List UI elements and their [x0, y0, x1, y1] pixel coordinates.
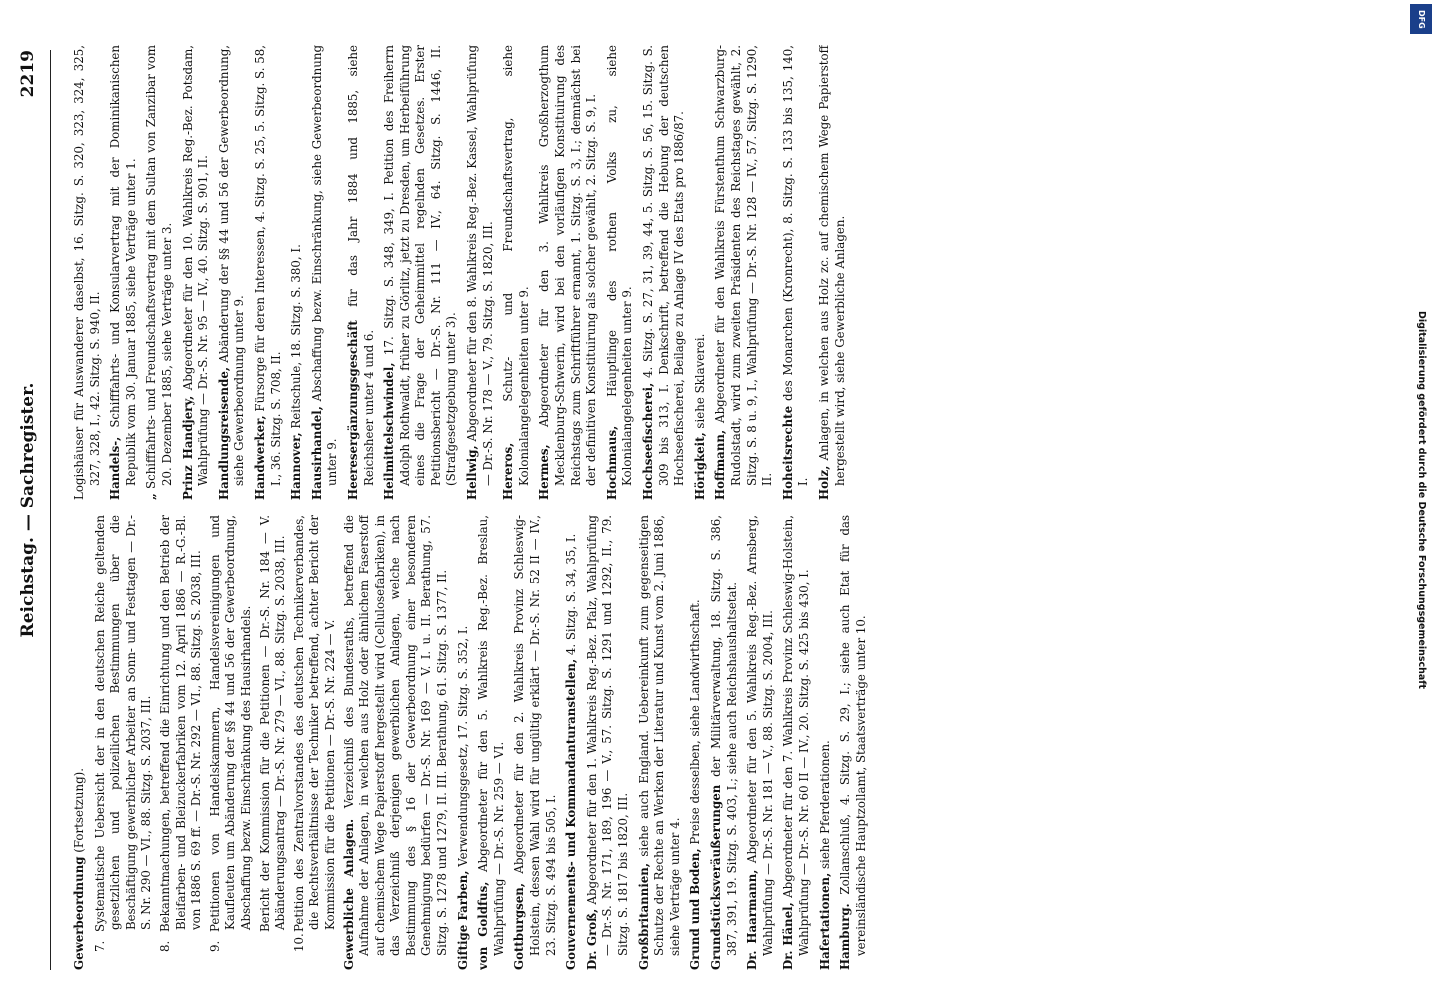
register-entry [501, 45, 532, 500]
entry-text: Logishäuser für Auswanderer daselbst, 16. Sitzg. S. 320, 323, 324, 325, 327, 328, I., 42. Sitzg. S. 940, II. [72, 45, 102, 500]
entry-headword: Gottburgsen, [512, 883, 527, 970]
register-entry [781, 45, 812, 500]
register-entry [72, 45, 103, 500]
entry-headword: Gewerbeordnung [72, 856, 86, 970]
entry-headword: Heilmittelschwindel, [382, 362, 397, 500]
subentry-number: 9. [207, 940, 222, 952]
register-entry [745, 515, 776, 970]
dfg-logo-icon: DFG [1410, 4, 1432, 34]
running-title: Reichstag. — Sachregister. [18, 382, 38, 638]
register-entry [310, 45, 341, 500]
entry-text: 4. Sitzg. S. 27, 31, 39, 44, 5. Sitzg. S. 56, 15. Sitzg. S. 309 bis 313, I. Denkschrift, betreffend die Hebung der deutschen Hochseefischerei, Beilage zu Anlage IV des Etats pro 1886/87. [641, 45, 687, 486]
register-entry [253, 45, 284, 500]
entry-headword: Hochmaus, [604, 425, 619, 500]
subentry-number: 10. [291, 933, 306, 952]
register-entry [346, 45, 377, 500]
entry-headword: Handlungsreisende, [216, 367, 231, 500]
page-header [10, 50, 51, 970]
register-entry [108, 45, 139, 500]
register-entry [476, 515, 507, 970]
entry-text: Schifffahrts- und Freundschaftsvertrag mit dem Sultan von Zanzibar vom 20. Dezember 1885, siehe Verträge unter 3. [144, 45, 174, 489]
register-entry [456, 515, 472, 970]
entry-headword: Hörigkeit, [692, 432, 707, 500]
register-entry [512, 515, 559, 970]
entry-headword: Hafertationen, [817, 872, 832, 970]
entry-text: des Monarchen (Kronrecht), 8. Sitzg. S. 133 bis 135, 140, I. [780, 45, 811, 486]
entry-text: (Fortsetzung). [72, 768, 86, 853]
register-entry [781, 515, 812, 970]
register-entry [818, 515, 834, 970]
entry-text: Verwendungsgesetz, 17. Sitzg. S. 352, I. [455, 625, 470, 867]
entry-headword: Hellwig, [465, 445, 480, 500]
entry-headword: Großbritannien, [636, 863, 651, 970]
entry-headword: Gewerbliche Anlagen. [341, 818, 356, 970]
entry-text: Reitschule, 18. Sitzg. S. 380, I. [289, 244, 304, 429]
entry-text: Fürsorge für deren Interessen, 4. Sitzg. S. 25, 5. Sitzg. S. 58, I., 36. Sitzg. S. 708, II. [252, 45, 283, 486]
register-subentry [258, 515, 289, 952]
register-entry [564, 515, 580, 970]
entry-headword: Dr. Hänel, [781, 902, 796, 970]
register-entry [181, 45, 212, 500]
entry-text: siehe Sklaverei. [692, 333, 707, 429]
entry-headword: Hannover, [289, 432, 304, 500]
entry-text: Abgeordneter für den 5. Wahlkreis Reg.-Bez. Arnsberg, Wahlprüfung — Dr.-S. Nr. 181 — V., 88. Sitzg. S. 2004, III. [745, 515, 775, 956]
register-entry [709, 515, 740, 970]
register-entry [537, 45, 599, 500]
register-entry [342, 515, 451, 970]
entry-headword: Handwerker, [252, 415, 267, 500]
register-entry [72, 515, 88, 970]
entry-text: Bekanntmachungen, betreffend die Einrichtung und den Betrieb der Bleifarben- und Bleizuckerfabriken vom 12. April 1886 — R.-G.-Bl. von 1886 S. 69 ff. — Dr.-S. Nr. 292 — VI., 88. Sitzg. S. 2038, III. [157, 515, 204, 932]
entry-text: Abänderung der §§ 44 und 56 der Gewerbeordnung, siehe Gewerbeordnung unter 9. [216, 45, 247, 486]
register-entry [713, 45, 775, 500]
entry-text: Abgeordneter für den 8. Wahlkreis Reg.-Bez. Kassel, Wahlprüfung — Dr.-S. Nr. 178 — V., 79. Sitzg. S. 1820, III. [465, 45, 495, 486]
register-entry [641, 45, 688, 500]
entry-text: Abgeordneter für den 2. Wahlkreis Provinz Schleswig-Holstein, dessen Wahl wird für ungültig erklärt — Dr.-S. Nr. 52 II — IV., 23. Sitzg. S. 494 bis 505, I. [512, 515, 558, 956]
register-subentry [292, 515, 339, 952]
entry-text: Petitionen von Handelskammern, Handelsvereinigungen und Kaufleuten um Abänderung der §§ 44 und 56 der Gewerbeordnung, Abschaffung bezw. Einschränkung des Hausirhandels. [207, 515, 253, 932]
register-subentry [208, 515, 255, 952]
entry-text: Schifffahrts- und Konsularvertrag mit der Dominikanischen Republik vom 30. Januar 1885, siehe Verträge unter 1. [108, 45, 138, 486]
entry-text: Verzeichniß des Bundesraths, betreffend die Aufnahme der Anlagen, in welchen aus Holz oder ähnlichem Faserstoff auf chemischem Wege Papierstoff hergestellt wird (Cellulosefabriken), in das Verzeichniß derjenigen gewerblichen Anlagen, welche nach Bestimmung des § 16 der Gewerbeordnung einer besonderen Genehmigung bedürfen — Dr.-S. Nr. 169 — V. I. u. II. Berathung, 57. Sitzg. S. 1278 und 1279, II. III. Berathung, 61. Sitzg. S. 1377, II. [341, 515, 450, 956]
entry-headword: Hereros, [501, 442, 516, 500]
entry-headword: „ [144, 493, 159, 500]
entry-headword: von Goldfus, [476, 881, 491, 970]
entry-text: für das Jahr 1884 und 1885, siehe Reichsheer unter 4 und 6. [345, 45, 376, 486]
entry-headword: Heeresergänzungsgeschäft [345, 320, 360, 500]
register-entry [465, 45, 496, 500]
right-column [72, 45, 1412, 500]
left-column [72, 515, 1412, 970]
subentry-number: 7. [92, 940, 107, 952]
entry-headword: Hoheitsrechte [780, 405, 795, 500]
register-entry [817, 45, 848, 500]
entry-headword: Dr. Haarmann, [745, 869, 760, 970]
entry-headword: Grund und Boden, [688, 848, 703, 970]
entry-headword: Prinz Handjery, [180, 395, 195, 500]
entry-text: Schutz- und Freundschaftsvertrag, siehe Kolonialangelegenheiten unter 9. [501, 45, 531, 486]
entry-headword: Grundstücksveräußerungen [708, 784, 723, 970]
entry-headword: Handels-, [108, 436, 123, 500]
entry-text: Abgeordneter für den 3. Wahlkreis Großherzogthum Mecklenburg-Schwerin, wird bei den vorläufigen Konstituirung des Reichstags zum Schriftführer ernannt, 1. Sitzg. S. 3, I.; demnächst bei der definitiven Konstituirung als solcher gewählt, 2. Sitzg. S. 9, I. [537, 45, 599, 486]
entry-text: Abgeordneter für den 7. Wahlkreis Provinz Schleswig-Holstein, Wahlprüfung — Dr.-S. Nr. 60 II — IV., 20. Sitzg. S. 425 bis 430, I. [781, 515, 811, 956]
register-entry [605, 45, 636, 500]
register-subentry [93, 515, 155, 952]
entry-text: siehe Pferderationen. [817, 740, 832, 869]
entry-headword: Holz, [816, 465, 831, 500]
entry-text: der Militärverwaltung, 18. Sitzg. S. 386, 387, 391, 19. Sitzg. S. 403, I.; siehe auch Reichshaushaltsetat. [708, 515, 739, 956]
entry-headword: Gouvernements- und Kommandanturanstellen, [564, 658, 579, 970]
digitization-strip [1410, 0, 1432, 1000]
register-entry [693, 45, 709, 500]
entry-text: 17. Sitzg. S. 348, 349, I. Petition des Freiherrn Adolph Rothwaldt, früher zu Görlitz, jetzt zu Dresden, um Herbeiführung eines die Frage der Geheimmittel regelnden Gesetzes. Erster Petitionsbericht — Dr.-S. Nr. 111 — IV., 64. Sitzg. S. 1446, II. (Strafgesetzgebung unter 3). [382, 45, 459, 486]
entry-headword: Giftige Farben, [455, 870, 470, 970]
entry-text: Bericht der Kommission für die Petitionen — Dr.-S. Nr. 184 — V. Abänderungsantrag — Dr.-S. Nr. 279 — VI., 88. Sitzg. S. 2038, III. [257, 515, 288, 932]
entry-text: 4. Sitzg. S. 34, 35, I. [564, 533, 579, 656]
entry-text: Preise desselben, siehe Landwirthschaft. [688, 599, 703, 845]
register-entry [838, 515, 869, 970]
entry-headword: Dr. Groß, [584, 908, 599, 970]
entry-text: Petition des Zentralvorstandes des deutschen Technikerverbandes, die Rechtsverhältnisse der Techniker betreffend, achter Bericht der Kommission für die Petitionen — Dr.-S. Nr. 224 — V. [291, 515, 337, 932]
register-entry [289, 45, 305, 500]
register-entry [688, 515, 704, 970]
entry-text: Abgeordneter für den Wahlkreis Fürstenthum Schwarzburg-Rudolstadt, wird zum zweiten Präsidenten des Reichstages gewählt, 2. Sitzg. S. 8 u. 9, I., Wahlprüfung — Dr.-S. Nr. 128 — IV., 57. Sitzg. S. 1290, II. [713, 45, 775, 486]
entry-text: Abschaffung bezw. Einschränkung, siehe Gewerbeordnung unter 9. [309, 45, 340, 486]
entry-headword: Hermes, [537, 444, 552, 500]
entry-headword: Hoffmann, [713, 429, 728, 500]
register-entry [144, 45, 175, 500]
entry-text: Zollanschluß, 4. Sitzg. S. 29, I.; siehe auch Etat für das vereinsländische Hauptzollamt, Staatsverträge unter 10. [838, 515, 868, 956]
entry-text: siehe auch England. Uebereinkunft zum gegenseitigen Schutze der Rechte an Werken der Literatur und Kunst vom 2. Juni 1886, siehe Verträge unter 4. [636, 515, 682, 956]
register-entry [217, 45, 248, 500]
register-entry [637, 515, 684, 970]
entry-text: Abgeordneter für den 5. Wahlkreis Reg.-Bez. Breslau, Wahlprüfung — Dr.-S. Nr. 259 — VI. [476, 515, 506, 956]
entry-headword: Hausirhandel, [309, 406, 324, 500]
entry-text: Systematische Uebersicht der in den deutschen Reiche geltenden gesetzlichen und polizeilichen Bestimmungen über die Beschäftigung gewerblicher Arbeiter an Sonn- und Festtagen — Dr.-S. Nr. 290 — VI., 88. Sitzg. S. 2037, III. [92, 515, 154, 932]
digitization-notice: Digitalisierung gefördert durch die Deutsche Forschungsgemeinschaft [1416, 311, 1427, 689]
entry-headword: Hochseefischerei, [641, 382, 655, 500]
subentry-number: 8. [157, 940, 172, 952]
entry-text: Abgeordneter für den 1. Wahlkreis Reg.-Bez. Pfalz, Wahlprüfung — Dr.-S. Nr. 171, 189, 196 — V., 57. Sitzg. S. 1291 und 1292, II., 79. Sitzg. S. 1817 bis 1820, III. [584, 515, 630, 956]
register-entry [585, 515, 632, 970]
page-number: 2219 [18, 50, 38, 98]
register-subentry [158, 515, 205, 952]
register-entry [382, 45, 460, 500]
entry-text: Abgeordneter für den 10. Wahlkreis Reg.-Bez. Potsdam, Wahlprüfung — Dr.-S. Nr. 95 — IV., 40. Sitzg. S. 901, II. [180, 45, 211, 486]
entry-headword: Hamburg. [838, 903, 853, 970]
entry-text: Anlagen, in welchen aus Holz zc. auf chemischem Wege Papierstoff hergestellt wird, siehe Gewerbliche Anlagen. [816, 45, 847, 486]
entry-text: Häuptlinge des rothen Volks zu, siehe Kolonialangelegenheiten unter 9. [604, 45, 635, 486]
